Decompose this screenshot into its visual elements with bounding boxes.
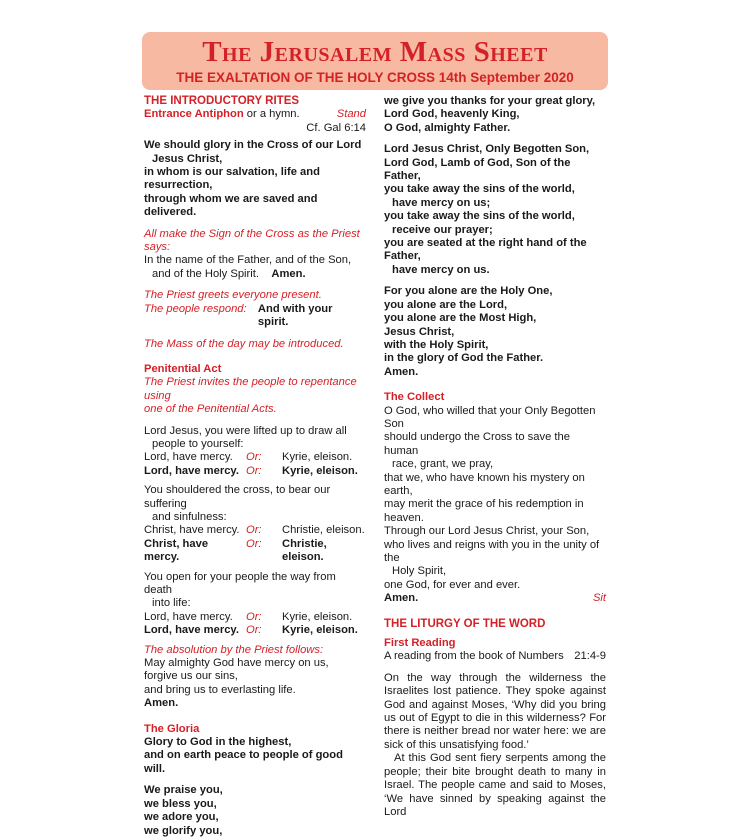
- or-label: Or:: [246, 524, 262, 537]
- left-column: [144, 95, 366, 838]
- gloria-line: Lord God, Lamb of God, Son of the Father,: [384, 156, 571, 183]
- or-label: Or:: [246, 610, 262, 623]
- gloria-line: you are seated at the right hand of the Father,: [384, 237, 587, 263]
- word-heading: THE LITURGY OF THE WORD: [384, 617, 546, 630]
- stand-rubric: Stand: [336, 108, 366, 121]
- response-people: Lord, have mercy.: [144, 624, 239, 637]
- reading-paragraph: At this God sent fiery serpents among the people; their bite brought death to many in Israel. The people came and said to Moses, ‘We have sinned by speaking against the Lord: [384, 752, 606, 818]
- entrance-rest: or a hymn.: [243, 108, 300, 121]
- response-priest: Christ, have mercy.: [144, 524, 240, 537]
- penitential-rubric: The Priest invites the people to repentance using: [144, 376, 357, 402]
- gloria-line: For you alone are the Holy One,: [384, 285, 553, 298]
- response-row: [144, 538, 366, 565]
- gloria-line: Amen.: [384, 365, 419, 378]
- reading-intro-row: [384, 650, 606, 663]
- response-row: [144, 465, 366, 478]
- absolution-line: and bring us to everlasting life.: [144, 683, 296, 696]
- gloria-heading: The Gloria: [144, 722, 200, 735]
- reading-intro: A reading from the book of Numbers: [384, 650, 564, 663]
- collect-line: who lives and reigns with you in the unity of the: [384, 538, 600, 564]
- greets-rubric: The Priest greets everyone present.: [144, 289, 322, 302]
- respond-label: The people respond:: [144, 302, 247, 315]
- praise-line: we adore you,: [144, 811, 219, 824]
- response-alt: Kyrie, eleison.: [282, 464, 358, 477]
- praise-line: we bless you,: [144, 797, 217, 810]
- intro-heading: THE INTRODUCTORY RITES: [144, 95, 300, 107]
- amen-response: Amen.: [384, 592, 419, 605]
- gloria-line: Lord God, heavenly King,: [384, 108, 520, 121]
- collect-line: should undergo the Cross to save the human: [384, 431, 570, 457]
- penitential-rubric: one of the Penitential Acts.: [144, 403, 277, 416]
- gloria-line: Glory to God in the highest,: [144, 736, 292, 749]
- gloria-line: we give you thanks for your great glory,: [384, 95, 596, 107]
- absolution-line: May almighty God have mercy on us,: [144, 657, 329, 670]
- title-banner: [142, 32, 608, 90]
- gloria-line: in the glory of God the Father.: [384, 352, 544, 365]
- reading-paragraph: On the way through the wilderness the Israelites lost patience. They spoke against God and against Moses, ‘Why did you bring us out of Egypt to die in this wilderness? For there is neither bread nor water here: we are sick of this unsatisfying food.’: [384, 671, 606, 751]
- gloria-line: receive our prayer;: [392, 223, 493, 236]
- antiphon-line: Jesus Christ,: [152, 152, 223, 165]
- response-people: Christ, have mercy.: [144, 537, 209, 564]
- response-alt: Christie, eleison.: [282, 537, 327, 564]
- collect-line: Holy Spirit,: [392, 565, 447, 578]
- antiphon-line: in whom is our salvation, life and resurrection,: [144, 166, 320, 192]
- sign-text: and of the Holy Spirit.: [152, 267, 259, 280]
- collect-amen-row: [384, 592, 606, 605]
- gloria-line: you alone are the Most High,: [384, 312, 537, 325]
- collect-line: O God, who willed that your Only Begotten Son: [384, 404, 596, 430]
- response-priest: Lord, have mercy.: [144, 610, 233, 623]
- invocation: and sinfulness:: [152, 510, 227, 523]
- collect-line: race, grant, we pray,: [392, 458, 494, 471]
- antiphon-line: We should glory in the Cross of our Lord: [144, 139, 362, 152]
- sign-text: In the name of the Father, and of the Son,: [144, 254, 352, 267]
- response-alt: Kyrie, eleison.: [282, 451, 353, 464]
- gloria-line: Lord Jesus Christ, Only Begotten Son,: [384, 143, 590, 156]
- response-alt: Kyrie, eleison.: [282, 624, 358, 637]
- gloria-line: with the Holy Spirit,: [384, 338, 489, 351]
- response-row: [144, 451, 366, 464]
- respond-text: And with your spirit.: [257, 302, 333, 329]
- amen-response: Amen.: [144, 697, 179, 710]
- antiphon-line: through whom we are saved and delivered.: [144, 192, 318, 219]
- praise-line: we glorify you,: [144, 824, 223, 837]
- praise-line: We praise you,: [144, 784, 223, 797]
- invocation: into life:: [152, 597, 191, 610]
- response-priest: Lord, have mercy.: [144, 451, 233, 464]
- respond-row: [144, 303, 366, 330]
- collect-line: Through our Lord Jesus Christ, your Son,: [384, 525, 590, 538]
- absolution-line: forgive us our sins,: [144, 670, 238, 683]
- gloria-line: have mercy on us;: [392, 196, 491, 209]
- gloria-line: and on earth peace to people of good will.: [144, 749, 343, 775]
- page-subtitle: THE EXALTATION OF THE HOLY CROSS 14th September 2020: [176, 70, 574, 85]
- entrance-row: [144, 108, 366, 121]
- reading-reference: 21:4-9: [574, 650, 606, 663]
- response-row: [144, 624, 366, 637]
- gloria-line: you alone are the Lord,: [384, 298, 508, 311]
- response-people: Lord, have mercy.: [144, 464, 239, 477]
- collect-line: may merit the grace of his redemption in heaven.: [384, 498, 584, 524]
- amen-response: Amen.: [271, 267, 306, 280]
- response-row: [144, 611, 366, 624]
- or-label: Or:: [246, 624, 262, 637]
- gloria-line: Jesus Christ,: [384, 325, 455, 338]
- gloria-line: you take away the sins of the world,: [384, 210, 575, 223]
- gloria-line: have mercy on us.: [392, 263, 490, 276]
- invocation: Lord Jesus, you were lifted up to draw all: [144, 424, 347, 437]
- response-alt: Christie, eleison.: [282, 524, 365, 537]
- or-label: Or:: [246, 464, 262, 477]
- mass-intro-rubric: The Mass of the day may be introduced.: [144, 337, 344, 350]
- gloria-line: you take away the sins of the world,: [384, 183, 575, 196]
- collect-line: that we, who have known his mystery on earth,: [384, 471, 585, 497]
- sign-rubric: All make the Sign of the Cross as the Priest says:: [144, 227, 360, 254]
- response-row: [144, 524, 366, 537]
- first-reading-heading: First Reading: [384, 637, 456, 650]
- absolution-rubric: The absolution by the Priest follows:: [144, 643, 324, 656]
- invocation: people to yourself:: [152, 437, 244, 450]
- penitential-heading: Penitential Act: [144, 362, 222, 375]
- invocation: You open for your people the way from death: [144, 570, 336, 596]
- or-label: Or:: [246, 451, 262, 464]
- sit-rubric: Sit: [592, 592, 606, 605]
- collect-line: one God, for ever and ever.: [384, 578, 521, 591]
- collect-heading: The Collect: [384, 391, 445, 404]
- invocation: You shouldered the cross, to bear our suffering: [144, 484, 331, 510]
- response-alt: Kyrie, eleison.: [282, 610, 353, 623]
- cf-reference: Cf. Gal 6:14: [306, 121, 366, 134]
- gloria-line: O God, almighty Father.: [384, 121, 511, 134]
- entrance-label: Entrance Antiphon: [144, 108, 244, 121]
- or-label: Or:: [246, 537, 262, 550]
- right-column: [384, 95, 606, 819]
- page-title: The Jerusalem Mass Sheet: [202, 36, 548, 68]
